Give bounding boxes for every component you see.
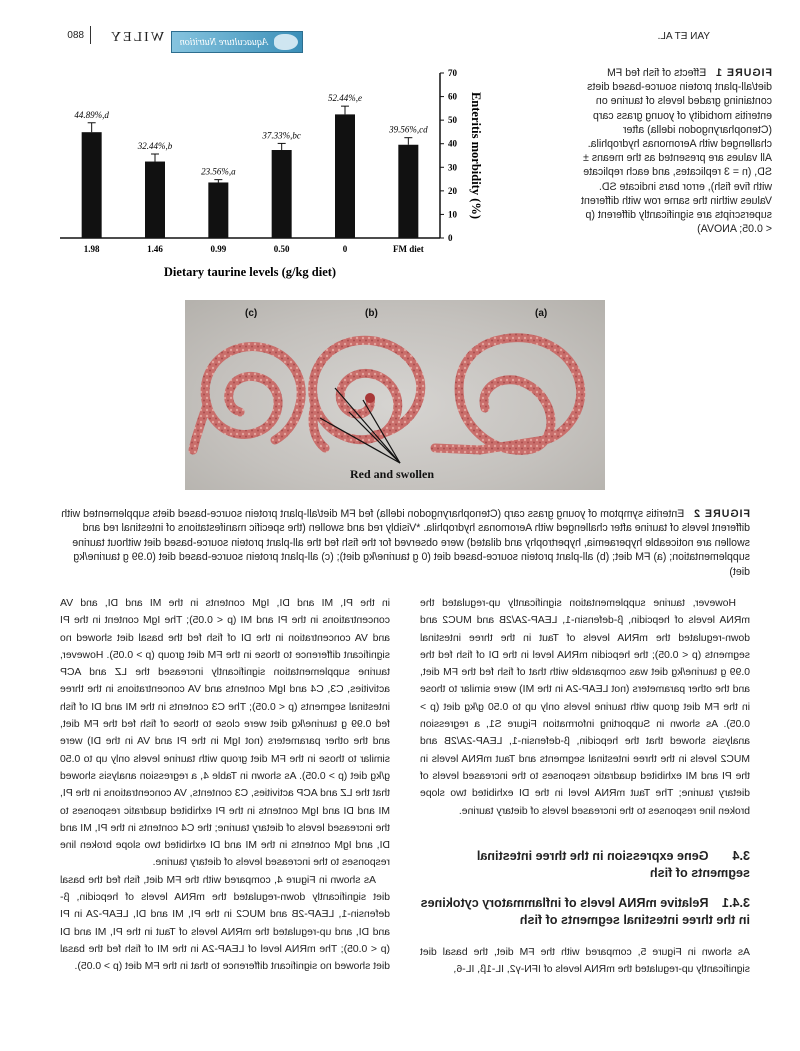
- body-column-right-continued: [420, 944, 750, 979]
- x-axis-label: Dietary taurine levels (g/kg diet): [163, 265, 337, 279]
- data-label: 23.56%,a: [201, 166, 236, 177]
- data-label: 37.33%,bc: [262, 130, 301, 141]
- y-tick-label: 20: [448, 185, 457, 196]
- intestine-b: [313, 340, 421, 448]
- paragraph: in the PI, MI and DI, IgM contents in the MI and DI, and VA concentrations in the PI and MI (p < 0.05); The IgM content in the PI and VA concentration in the DI of fish fed the basal diet showed no significant difference to those in the FM diet group (p > 0.05). However, taurine supplementation significantly increased the LZ and ACP activities, C3, C4 and IgM contents and VA concentrations in the three intestinal segments (p < 0.05); The C3 contents in the MI and DI of fish fed 0.99 g taurine/kg diet were close to those of fish fed the FM diet, and the other parameters (not IgM in the PI and VA in the DI) were similar to those in the FM diet group with taurine levels only up to 0.50 g/kg diet (p > 0.05). As shown in Table 4, a regression analysis showed that the LZ and ACP activities, C3 contents, VA concentrations in the PI, MI and DI and IgM contents in the PI exhibited quadratic responses to the increased levels of dietary taurine; the C4 contents in the PI, MI and DI, and IgM contents in the MI and DI exhibited two slope broken line responses to the increased levels of dietary taurine.: [60, 598, 390, 869]
- x-tick-label: 0: [342, 244, 348, 254]
- figure1-caption: [577, 66, 772, 236]
- paragraph: As shown in Figure 5, compared with the FM diet, the basal diet significantly up-regulated the mRNA levels of IFN-γ2, IL-1β, IL-6,: [420, 947, 750, 976]
- intestine-photo-drawing: [185, 300, 605, 490]
- data-label: 32.44%,b: [137, 140, 173, 151]
- y-tick-label: 70: [448, 68, 457, 78]
- figure2-caption-text: Enteritis symptom of young grass carp (Ctenopharyngodon idella) fed FM diet/all-plant protein source-based diets supplemented with different levels of taurine after challenged with Aeromonas hydrophila. *Visibly red and swollen (the specific manifestations of intestinal red and swollen are noticeable hyperaemia, hypertrophy and dilated) were observed for the fish fed the all-plant protein source-based diet without taurine supplementation; (a) FM diet; (b) all-plant protein source-based diet (0 g taurine/kg diet); (c) all-plant protein source-based diet (0.99 g taurine/kg diet): [61, 508, 750, 578]
- x-tick-label: 0.99: [210, 244, 227, 254]
- section-heading-3-4: [420, 848, 750, 882]
- data-label: 44.89%,d: [74, 109, 109, 120]
- y-tick-label: 50: [448, 115, 457, 126]
- annotation-red-swollen: Red and swollen: [350, 467, 435, 481]
- paragraph: However, taurine supplementation significantly up-regulated the mRNA levels of hepcidin, β-defensin-1, LEAP-2A/2B and MUC2 and down-regulated the mRNA levels of Taut in the three intestinal segments (p < 0.05); the hepcidin mRNA level in the DI of fish fed the 0.99 g taurine/kg diet was comparable with that of fish fed the FM diet, and the other parameters (not LEAP-2A in the MI) were similar to those in the FM diet group with taurine levels only up to 0.50 g/kg diet (p > 0.05). As shown in Supporting information Figure S1, a regression analysis showed that the hepcidin, β-defensin-1, LEAP-2A/2B and MUC2 levels in the three intestinal segments and Taut mRNA levels in the PI and MI exhibited quadratic responses to the increased levels of dietary taurine; The Taut mRNA level in the DI exhibited two slope broken line responses to the increased levels of dietary taurine.: [420, 598, 750, 817]
- intestine-a: [435, 338, 581, 451]
- x-tick-label: 1.98: [83, 244, 100, 254]
- intestine-photo: [185, 300, 605, 490]
- y-tick-label: 40: [448, 138, 457, 149]
- figure1-caption-text: Effects of fish fed FM diet/all-plant protein source-based diets containing graded levels of taurine on enteritis morbidity of young grass carp (Ctenopharyngodon idella) after challenged with Aeromonas hydrophila. All values are presented as the means ± SD, (n = 3 replicates, and each replicate with five fish), error bars indicate SD. Values within the same row with different superscripts are significantly different (p < 0.05; ANOVA): [581, 67, 772, 236]
- x-tick-label: 1.46: [147, 244, 163, 254]
- body-column-left: [60, 595, 390, 976]
- bar: [145, 162, 165, 238]
- bar: [208, 182, 228, 238]
- y-tick-label: 60: [448, 91, 457, 102]
- y-tick-label: 10: [448, 209, 457, 220]
- figure1-label: FIGURE 1: [715, 67, 772, 79]
- paragraph: As shown in Figure 4, compared with the FM diet, fish fed the basal diet significantly down-regulated the mRNA levels of hepcidin, β-defensin-1, LEAP-2B and MUC2 in the PI, MI and DI, LEAP-2A in PI and DI, and up-regulated the mRNA levels of Taut in the PI, MI and DI (p < 0.05); The mRNA level of LEAP-2A in the MI of fish fed the basal diet showed no significant difference to that in the FM diet (p > 0.05).: [60, 874, 390, 973]
- section-number: 3.4.1: [721, 896, 750, 910]
- section-heading-3-4-1: [420, 895, 750, 929]
- page-number: 880: [67, 30, 84, 41]
- figure2-caption: [50, 507, 750, 579]
- section-number: 3.4: [732, 849, 750, 863]
- journal-name: Aquaculture Nutrition: [179, 36, 268, 48]
- data-label: 52.44%,e: [328, 93, 362, 104]
- morbidity-bar-chart: [50, 63, 500, 283]
- y-tick-label: 0: [448, 233, 453, 243]
- journal-banner: [171, 31, 303, 53]
- panel-label-a: (a): [535, 308, 548, 319]
- bar: [82, 132, 102, 238]
- header-divider: [90, 26, 91, 44]
- panel-label-b: (b): [365, 308, 378, 319]
- section-title: Relative mRNA levels of inflammatory cytokines in the three intestinal segments of fish: [420, 896, 750, 927]
- y-tick-label: 30: [448, 162, 457, 173]
- body-column-right: [420, 595, 750, 820]
- section-title: Gene expression in the three intestinal segments of fish: [476, 849, 750, 880]
- x-tick-label: FM diet: [392, 244, 424, 254]
- bar: [272, 150, 292, 238]
- bar: [335, 114, 355, 238]
- running-author: YAN ET AL.: [657, 31, 710, 42]
- panel-label-c: (c): [245, 308, 258, 319]
- y-axis-label: Enteritis morbidity (%): [469, 91, 483, 220]
- figure2-label: FIGURE 2: [693, 508, 750, 520]
- intestine-c: [193, 347, 301, 450]
- fish-icon: [274, 34, 298, 50]
- publisher-logo: WILEY: [108, 30, 164, 45]
- data-label: 39.56%,cd: [389, 124, 428, 135]
- bar: [398, 145, 418, 238]
- x-tick-label: 0.50: [273, 244, 290, 254]
